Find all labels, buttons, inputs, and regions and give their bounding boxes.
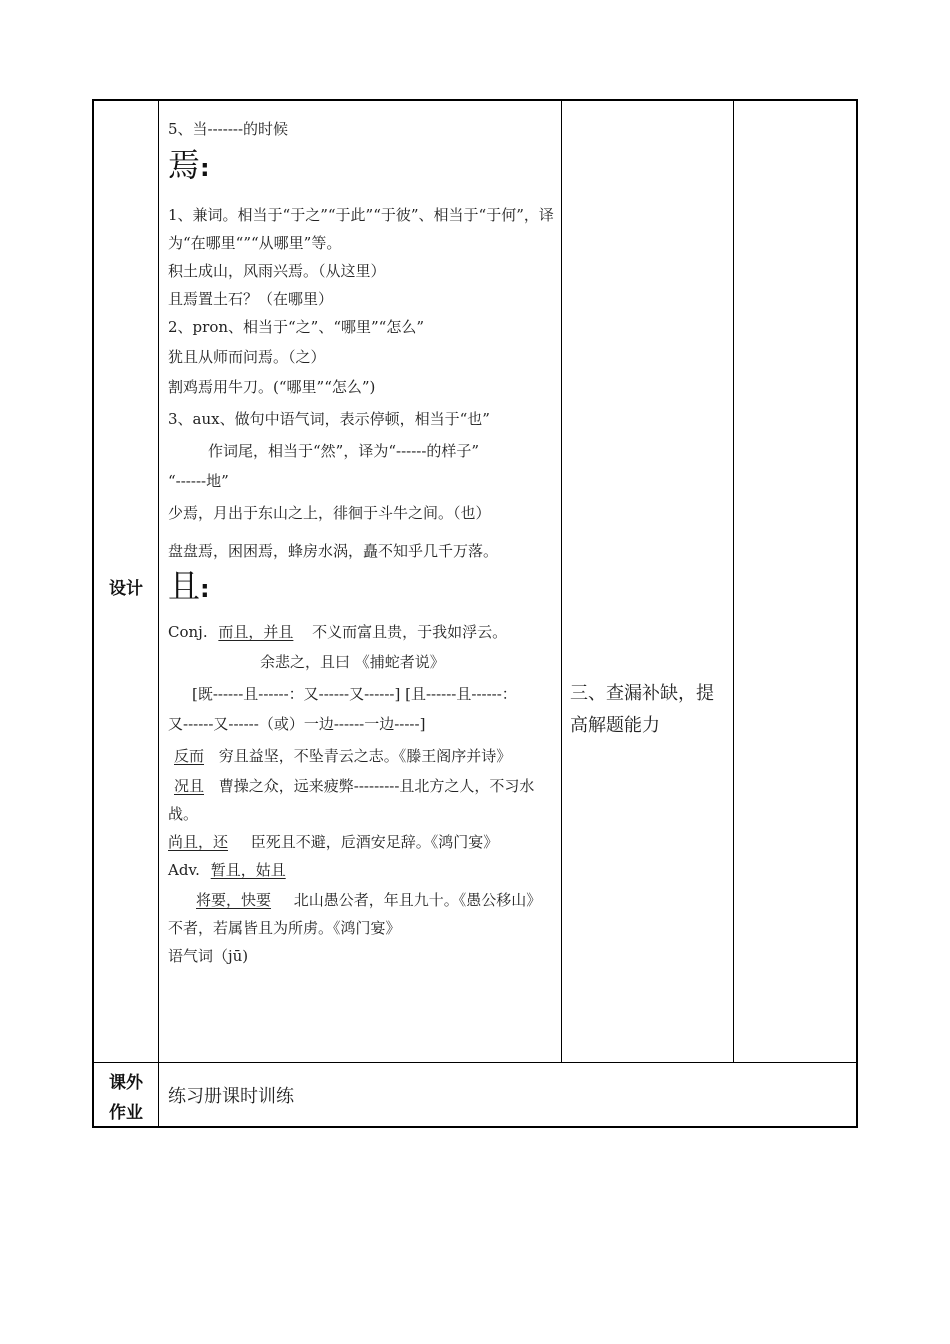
yan-point-2: 2、pron、相当于“之”、“哪里”“怎么” xyxy=(168,318,425,336)
pos-label: Adv. xyxy=(168,861,200,879)
row-label-homework xyxy=(96,1068,156,1128)
row-label-homework-line2: 作业 xyxy=(109,1103,143,1123)
yan-point-3: 3、aux、做句中语气词，表示停顿，相当于“也” xyxy=(168,410,490,428)
example-text: 穷且益坚，不坠青云之志。《滕王阁序并诗》 xyxy=(218,747,512,765)
table-divider xyxy=(733,100,734,1063)
pos-label: Conj. xyxy=(168,623,208,641)
meaning-term: 暂且，姑且 xyxy=(210,861,286,879)
yan-example-6: 盘盘焉，困困焉，蜂房水涡，矗不知乎几千万落。 xyxy=(168,542,499,560)
qie-adv-line xyxy=(168,856,556,884)
example-text: 臣死且不避，卮酒安足辞。《鸿门宴》 xyxy=(250,833,499,851)
design-content xyxy=(168,118,556,970)
row-label-homework-line1: 课外 xyxy=(109,1073,143,1093)
meaning-term: 况且 xyxy=(174,777,205,795)
yan-example-5: 少焉，月出于东山之上，徘徊于斗牛之间。（也） xyxy=(168,504,491,522)
example-text: 不义而富且贵，于我如浮云。 xyxy=(312,623,508,641)
meaning-term: 尚且，还 xyxy=(168,833,229,851)
yan-point-3c: “------地” xyxy=(168,472,229,490)
row-label-design: 设计 xyxy=(109,579,143,599)
meaning-term: 而且，并且 xyxy=(218,623,294,641)
qie-shang-line xyxy=(168,828,556,856)
qie-particle: 语气词（jū) xyxy=(168,947,249,965)
table-divider xyxy=(561,100,562,1063)
qie-pattern-2: 又------又------（或）一边------一边-----] xyxy=(168,715,426,733)
meaning-term: 将要，快要 xyxy=(196,891,272,909)
example-text: 曹操之众，远来疲弊---------且北方之人，不习水战。 xyxy=(168,777,535,823)
heading-colon: : xyxy=(200,575,210,603)
yan-example-2: 且焉置土石？（在哪里） xyxy=(168,290,334,308)
step-three-line-1: 三、查漏补缺，提 xyxy=(570,683,714,704)
heading-char: 焉 xyxy=(168,146,201,184)
yan-example-1: 积土成山，风雨兴焉。（从这里） xyxy=(168,262,386,280)
section-heading-yan xyxy=(168,142,556,191)
heading-char: 且 xyxy=(168,567,201,605)
example-text: 北山愚公者，年且九十。《愚公移山》 xyxy=(293,891,542,909)
intro-line: 5、当-------的时候 xyxy=(168,120,289,138)
qie-conj-line xyxy=(168,618,556,646)
step-three-note xyxy=(570,678,728,742)
homework-text: 练习册课时训练 xyxy=(168,1086,294,1107)
yan-example-3: 犹且从师而问焉。（之） xyxy=(168,348,326,366)
meaning-term: 反而 xyxy=(174,747,205,765)
step-three-line-2: 高解题能力 xyxy=(570,715,660,736)
qie-conj-example-2: 余悲之，且曰 《捕蛇者说》 xyxy=(260,653,445,671)
table-divider xyxy=(93,1062,857,1063)
qie-kuang-line xyxy=(168,772,556,828)
yan-point-3b: 作词尾，相当于“然”，译为“------的样子” xyxy=(208,442,480,460)
qie-example-last: 不者，若属皆且为所虏。《鸿门宴》 xyxy=(168,919,401,937)
table-divider xyxy=(158,100,159,1127)
yan-example-4: 割鸡焉用牛刀。(“哪里”“怎么”) xyxy=(168,378,376,396)
qie-pattern-1: [既------且------：又------又------] [且------且------： xyxy=(192,685,517,703)
section-heading-qie xyxy=(168,563,556,612)
heading-colon: : xyxy=(200,154,210,182)
yan-point-1: 1、兼词。相当于“于之”“于此”“于彼”、相当于“于何”，译为“在哪里“”“从哪里”等。 xyxy=(168,206,554,252)
qie-fan-line xyxy=(168,742,556,770)
qie-jiang-line xyxy=(168,886,556,914)
